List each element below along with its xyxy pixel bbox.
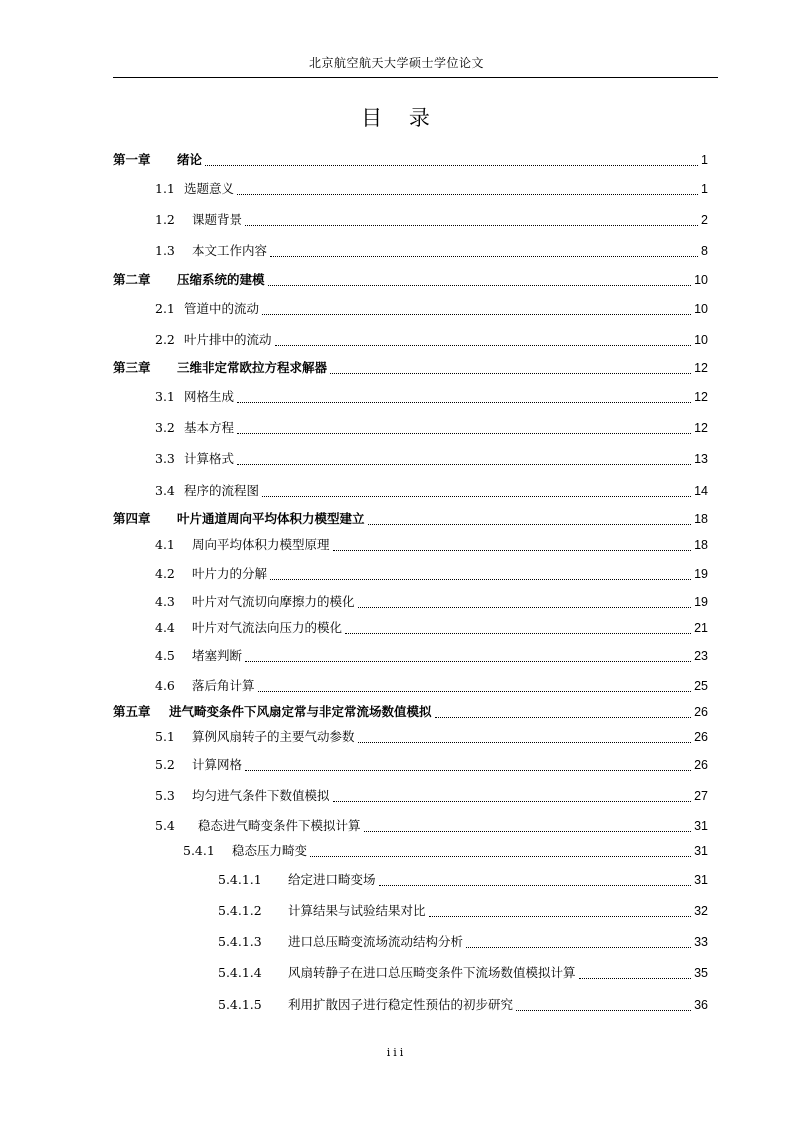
- toc-entry-label: 稳态进气畸变条件下模拟计算: [198, 818, 361, 833]
- dot-leader: [429, 902, 692, 917]
- dot-leader: [345, 619, 691, 634]
- toc-entry-1-1[interactable]: [155, 180, 708, 198]
- toc-entry-page: 36: [694, 998, 708, 1012]
- toc-entry-label: 叶片力的分解: [192, 566, 268, 581]
- dot-leader: [333, 536, 692, 551]
- toc-entry-number: 5.4.1.3: [218, 934, 262, 949]
- toc-entry-5-4-1[interactable]: [183, 842, 708, 860]
- toc-entry-3-3[interactable]: [155, 450, 708, 468]
- toc-entry-page: 27: [694, 789, 708, 803]
- toc-entry-label: 稳态压力畸变: [232, 843, 308, 858]
- toc-entry-number: 5.1: [155, 729, 175, 744]
- dot-leader: [270, 565, 691, 580]
- toc-entry-number: 4.4: [155, 620, 175, 635]
- dot-leader: [245, 756, 691, 771]
- dot-leader: [268, 271, 692, 286]
- toc-entry-ch3[interactable]: [113, 359, 708, 377]
- dot-leader: [245, 211, 698, 226]
- toc-entry-number: 第五章: [113, 704, 151, 719]
- toc-entry-page: 32: [694, 904, 708, 918]
- toc-entry-number: 5.3: [155, 788, 175, 803]
- toc-entry-number: 1.2: [155, 212, 175, 227]
- toc-entry-5-3[interactable]: [155, 787, 708, 805]
- toc-entry-page: 12: [694, 421, 708, 435]
- toc-entry-label: 三维非定常欧拉方程求解器: [177, 360, 328, 375]
- toc-entry-number: 5.4: [155, 818, 175, 833]
- toc-entry-label: 叶片对气流法向压力的模化: [192, 620, 343, 635]
- toc-entry-number: 第四章: [113, 511, 151, 526]
- dot-leader: [466, 933, 691, 948]
- toc-entry-number: 2.1: [155, 301, 175, 316]
- toc-entry-5-4-1-5[interactable]: [218, 996, 708, 1014]
- toc-entry-label: 进口总压畸变流场流动结构分析: [288, 934, 464, 949]
- toc-entry-label: 给定进口畸变场: [288, 872, 376, 887]
- toc-entry-ch4[interactable]: [113, 510, 708, 528]
- toc-entry-number: 4.2: [155, 566, 175, 581]
- toc-entry-page: 31: [694, 819, 708, 833]
- toc-entry-label: 风扇转静子在进口总压畸变条件下流场数值模拟计算: [288, 965, 576, 980]
- toc-entry-label: 压缩系统的建模: [177, 272, 265, 287]
- toc-entry-4-2[interactable]: [155, 565, 708, 583]
- dot-leader: [379, 871, 692, 886]
- toc-entry-page: 1: [701, 153, 708, 167]
- toc-entry-4-1[interactable]: [155, 536, 708, 554]
- toc-entry-label: 本文工作内容: [192, 243, 268, 258]
- toc-entry-ch1[interactable]: [113, 151, 708, 169]
- toc-entry-label: 进气畸变条件下风扇定常与非定常流场数值模拟: [169, 704, 432, 719]
- page-number: iii: [386, 1046, 407, 1059]
- toc-entry-4-4[interactable]: [155, 619, 708, 637]
- toc-entry-number: 4.1: [155, 537, 175, 552]
- toc-entry-4-3[interactable]: [155, 593, 708, 611]
- dot-leader: [237, 450, 691, 465]
- dot-leader: [245, 647, 691, 662]
- toc-title: 目 录: [361, 106, 440, 130]
- toc-entry-number: 3.3: [155, 451, 175, 466]
- dot-leader: [237, 419, 691, 434]
- toc-entry-1-3[interactable]: [155, 242, 708, 260]
- toc-entry-page: 12: [694, 390, 708, 404]
- toc-entry-label: 周向平均体积力模型原理: [192, 537, 330, 552]
- toc-entry-page: 26: [694, 758, 708, 772]
- toc-entry-5-2[interactable]: [155, 756, 708, 774]
- toc-entry-page: 10: [694, 273, 708, 287]
- toc-entry-label: 算例风扇转子的主要气动参数: [192, 729, 355, 744]
- toc-entry-page: 12: [694, 361, 708, 375]
- toc-entry-number: 第三章: [113, 360, 151, 375]
- toc-entry-5-4-1-2[interactable]: [218, 902, 708, 920]
- toc-entry-page: 10: [694, 302, 708, 316]
- toc-entry-label: 基本方程: [184, 420, 235, 435]
- toc-entry-label: 叶片排中的流动: [184, 332, 272, 347]
- toc-entry-page: 25: [694, 679, 708, 693]
- toc-entry-number: 3.1: [155, 389, 175, 404]
- toc-entry-ch2[interactable]: [113, 271, 708, 289]
- dot-leader: [205, 151, 698, 166]
- toc-entry-2-2[interactable]: [155, 331, 708, 349]
- toc-entry-page: 23: [694, 649, 708, 663]
- toc-entry-page: 26: [694, 705, 708, 719]
- dot-leader: [262, 300, 691, 315]
- toc-entry-4-6[interactable]: [155, 677, 708, 695]
- toc-entry-number: 2.2: [155, 332, 175, 347]
- toc-entry-label: 管道中的流动: [184, 301, 260, 316]
- dot-leader: [358, 593, 692, 608]
- toc-entry-label: 计算格式: [184, 451, 235, 466]
- dot-leader: [368, 510, 692, 525]
- toc-entry-label: 均匀进气条件下数值模拟: [192, 788, 330, 803]
- toc-entry-label: 程序的流程图: [184, 483, 260, 498]
- toc-entry-label: 选题意义: [184, 181, 235, 196]
- dot-leader: [516, 996, 691, 1011]
- toc-entry-page: 8: [701, 244, 708, 258]
- dot-leader: [237, 180, 698, 195]
- toc-entry-1-2[interactable]: [155, 211, 708, 229]
- toc-entry-number: 第二章: [113, 272, 151, 287]
- toc-entry-number: 1.3: [155, 243, 175, 258]
- dot-leader: [262, 482, 691, 497]
- toc-entry-label: 计算结果与试验结果对比: [288, 903, 426, 918]
- toc-entry-page: 31: [694, 844, 708, 858]
- toc-entry-label: 落后角计算: [192, 678, 255, 693]
- toc-entry-page: 19: [694, 595, 708, 609]
- toc-entry-page: 14: [694, 484, 708, 498]
- toc-entry-page: 2: [701, 213, 708, 227]
- toc-entry-5-4-1-3[interactable]: [218, 933, 708, 951]
- toc-entry-number: 4.3: [155, 594, 175, 609]
- toc-entry-page: 13: [694, 452, 708, 466]
- toc-entry-5-1[interactable]: [155, 728, 708, 746]
- dot-leader: [275, 331, 692, 346]
- dot-leader: [330, 359, 691, 374]
- toc-entry-3-4[interactable]: [155, 482, 708, 500]
- running-header: 北京航空航天大学硕士学位论文: [308, 56, 484, 70]
- dot-leader: [237, 388, 691, 403]
- toc-entry-ch5[interactable]: [113, 703, 708, 721]
- dot-leader: [333, 787, 692, 802]
- toc-entry-5-4-1-1[interactable]: [218, 871, 708, 889]
- toc-entry-number: 5.4.1: [183, 843, 215, 858]
- toc-entry-number: 5.2: [155, 757, 175, 772]
- toc-entry-page: 19: [694, 567, 708, 581]
- toc-entry-4-5[interactable]: [155, 647, 708, 665]
- toc-entry-label: 叶片对气流切向摩擦力的模化: [192, 594, 355, 609]
- dot-leader: [258, 677, 692, 692]
- toc-entry-page: 35: [694, 966, 708, 980]
- toc-entry-number: 3.2: [155, 420, 175, 435]
- toc-entry-number: 5.4.1.4: [218, 965, 262, 980]
- toc-entry-number: 5.4.1.5: [218, 997, 262, 1012]
- toc-entry-label: 计算网格: [192, 757, 243, 772]
- toc-entry-page: 33: [694, 935, 708, 949]
- toc-entry-page: 18: [694, 538, 708, 552]
- toc-entry-3-1[interactable]: [155, 388, 708, 406]
- toc-entry-label: 网格生成: [184, 389, 235, 404]
- toc-entry-page: 26: [694, 730, 708, 744]
- toc-entry-3-2[interactable]: [155, 419, 708, 437]
- dot-leader: [364, 817, 692, 832]
- toc-entry-2-1[interactable]: [155, 300, 708, 318]
- toc-entry-label: 绪论: [177, 152, 203, 167]
- toc-entry-label: 课题背景: [192, 212, 243, 227]
- toc-entry-5-4-1-4[interactable]: [218, 964, 708, 982]
- toc-entry-page: 18: [694, 512, 708, 526]
- toc-entry-5-4[interactable]: [155, 817, 708, 835]
- dot-leader: [435, 703, 692, 718]
- toc-entry-label: 堵塞判断: [192, 648, 243, 663]
- dot-leader: [579, 964, 692, 979]
- toc-entry-label: 利用扩散因子进行稳定性预估的初步研究: [288, 997, 514, 1012]
- toc-entry-number: 5.4.1.1: [218, 872, 262, 887]
- dot-leader: [358, 728, 692, 743]
- toc-entry-number: 4.5: [155, 648, 175, 663]
- toc-entry-number: 1.1: [155, 181, 175, 196]
- toc-entry-page: 31: [694, 873, 708, 887]
- dot-leader: [310, 842, 691, 857]
- dot-leader: [270, 242, 698, 257]
- toc-entry-page: 10: [694, 333, 708, 347]
- toc-entry-number: 第一章: [113, 152, 151, 167]
- toc-entry-number: 3.4: [155, 483, 175, 498]
- toc-entry-number: 4.6: [155, 678, 175, 693]
- toc-entry-page: 21: [694, 621, 708, 635]
- toc-entry-page: 1: [701, 182, 708, 196]
- toc-entry-label: 叶片通道周向平均体积力模型建立: [177, 511, 365, 526]
- toc-entry-number: 5.4.1.2: [218, 903, 262, 918]
